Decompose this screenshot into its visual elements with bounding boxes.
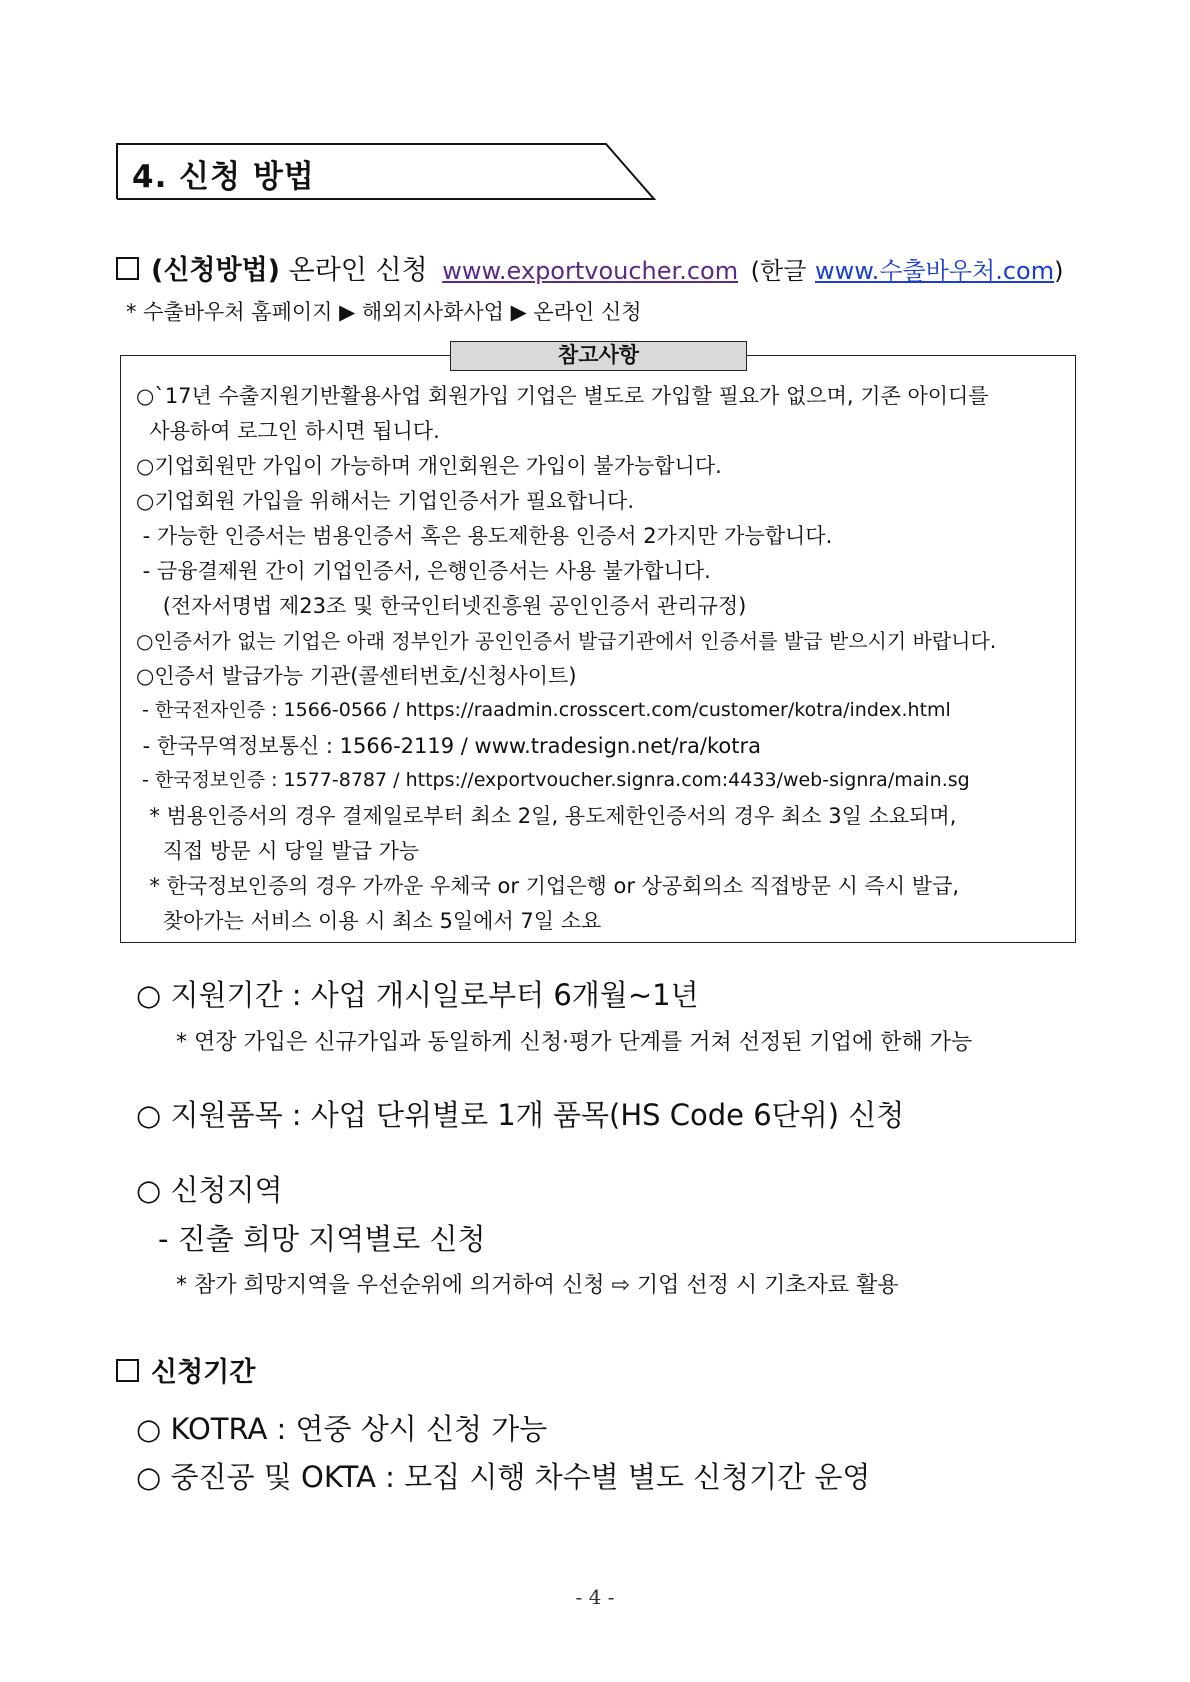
page-number: - 4 -: [575, 1585, 615, 1609]
reference-line: 찾아가는 서비스 이용 시 최소 5일에서 7일 소요: [136, 909, 602, 933]
reference-line: - 한국전자인증 : 1566-0566 / https://raadmin.crosscert.com/customer/kotra/index.html: [136, 699, 951, 721]
square-bullet-icon: [116, 257, 139, 280]
method-path-note: * 수출바우처 홈페이지 ▶ 해외지사화사업 ▶ 온라인 신청: [126, 300, 642, 324]
section-title: 4. 신청 방법: [132, 159, 315, 195]
square-bullet-icon: [116, 1359, 139, 1382]
support-period: ○ 지원기간 : 사업 개시일로부터 6개월~1년: [136, 978, 699, 1012]
korean-paren-close: ): [1054, 257, 1064, 285]
region-sub: - 진출 희망 지역별로 신청: [158, 1222, 486, 1256]
reference-line: - 금융결제원 간이 기업인증서, 은행인증서는 사용 불가합니다.: [136, 559, 711, 583]
reference-line: * 한국정보인증의 경우 가까운 우체국 or 기업은행 or 상공회의소 직접방문 시 즉시 발급,: [136, 874, 960, 898]
support-items: ○ 지원품목 : 사업 단위별로 1개 품목(HS Code 6단위) 신청: [136, 1098, 905, 1132]
reference-line: (전자서명법 제23조 및 한국인터넷진흥원 공인인증서 관리규정): [136, 594, 747, 618]
method-line: [116, 248, 1064, 287]
reference-line: ○`17년 수출지원기반활용사업 회원가입 기업은 별도로 가입할 필요가 없으며, 기존 아이디를: [136, 384, 989, 408]
reference-line: ○기업회원 가입을 위해서는 기업인증서가 필요합니다.: [136, 489, 634, 513]
korean-url-link[interactable]: www.수출바우처.com: [815, 257, 1055, 285]
reference-line: - 가능한 인증서는 범용인증서 혹은 용도제한용 인증서 2가지만 가능합니다.: [136, 524, 833, 548]
reference-title: 참고사항: [450, 341, 747, 371]
region-heading: ○ 신청지역: [136, 1173, 283, 1207]
korean-paren-open: (한글: [750, 257, 807, 285]
reference-line: ○인증서 발급가능 기관(콜센터번호/신청사이트): [136, 664, 577, 688]
period-kotra: ○ KOTRA : 연중 상시 신청 가능: [136, 1412, 548, 1446]
reference-line: * 범용인증서의 경우 결제일로부터 최소 2일, 용도제한인증서의 경우 최소 3일 소요되며,: [136, 804, 957, 828]
method-label: (신청방법): [151, 255, 281, 286]
period-section-title: 신청기간: [151, 1357, 256, 1388]
exportvoucher-link[interactable]: www.exportvoucher.com: [442, 257, 739, 285]
region-note: * 참가 희망지역을 우선순위에 의거하여 신청 ⇨ 기업 선정 시 기초자료 활용: [176, 1273, 899, 1298]
reference-line: 직접 방문 시 당일 발급 가능: [136, 839, 420, 863]
section-header: [116, 143, 656, 200]
period-section-heading: [116, 1350, 255, 1389]
support-period-note: * 연장 가입은 신규가입과 동일하게 신청·평가 단계를 거쳐 선정된 기업에 한해 가능: [176, 1030, 973, 1055]
reference-line: 사용하여 로그인 하시면 됩니다.: [136, 419, 440, 443]
method-text: 온라인 신청: [288, 255, 428, 286]
reference-line: ○기업회원만 가입이 가능하며 개인회원은 가입이 불가능합니다.: [136, 454, 722, 478]
period-okta: ○ 중진공 및 OKTA : 모집 시행 차수별 별도 신청기간 운영: [136, 1460, 871, 1494]
reference-line: ○인증서가 없는 기업은 아래 정부인가 공인인증서 발급기관에서 인증서를 발급 받으시기 바랍니다.: [136, 629, 997, 653]
reference-line: - 한국정보인증 : 1577-8787 / https://exportvoucher.signra.com:4433/web-signra/main.sg: [136, 769, 970, 791]
reference-line: - 한국무역정보통신 : 1566-2119 / www.tradesign.net/ra/kotra: [136, 734, 761, 758]
